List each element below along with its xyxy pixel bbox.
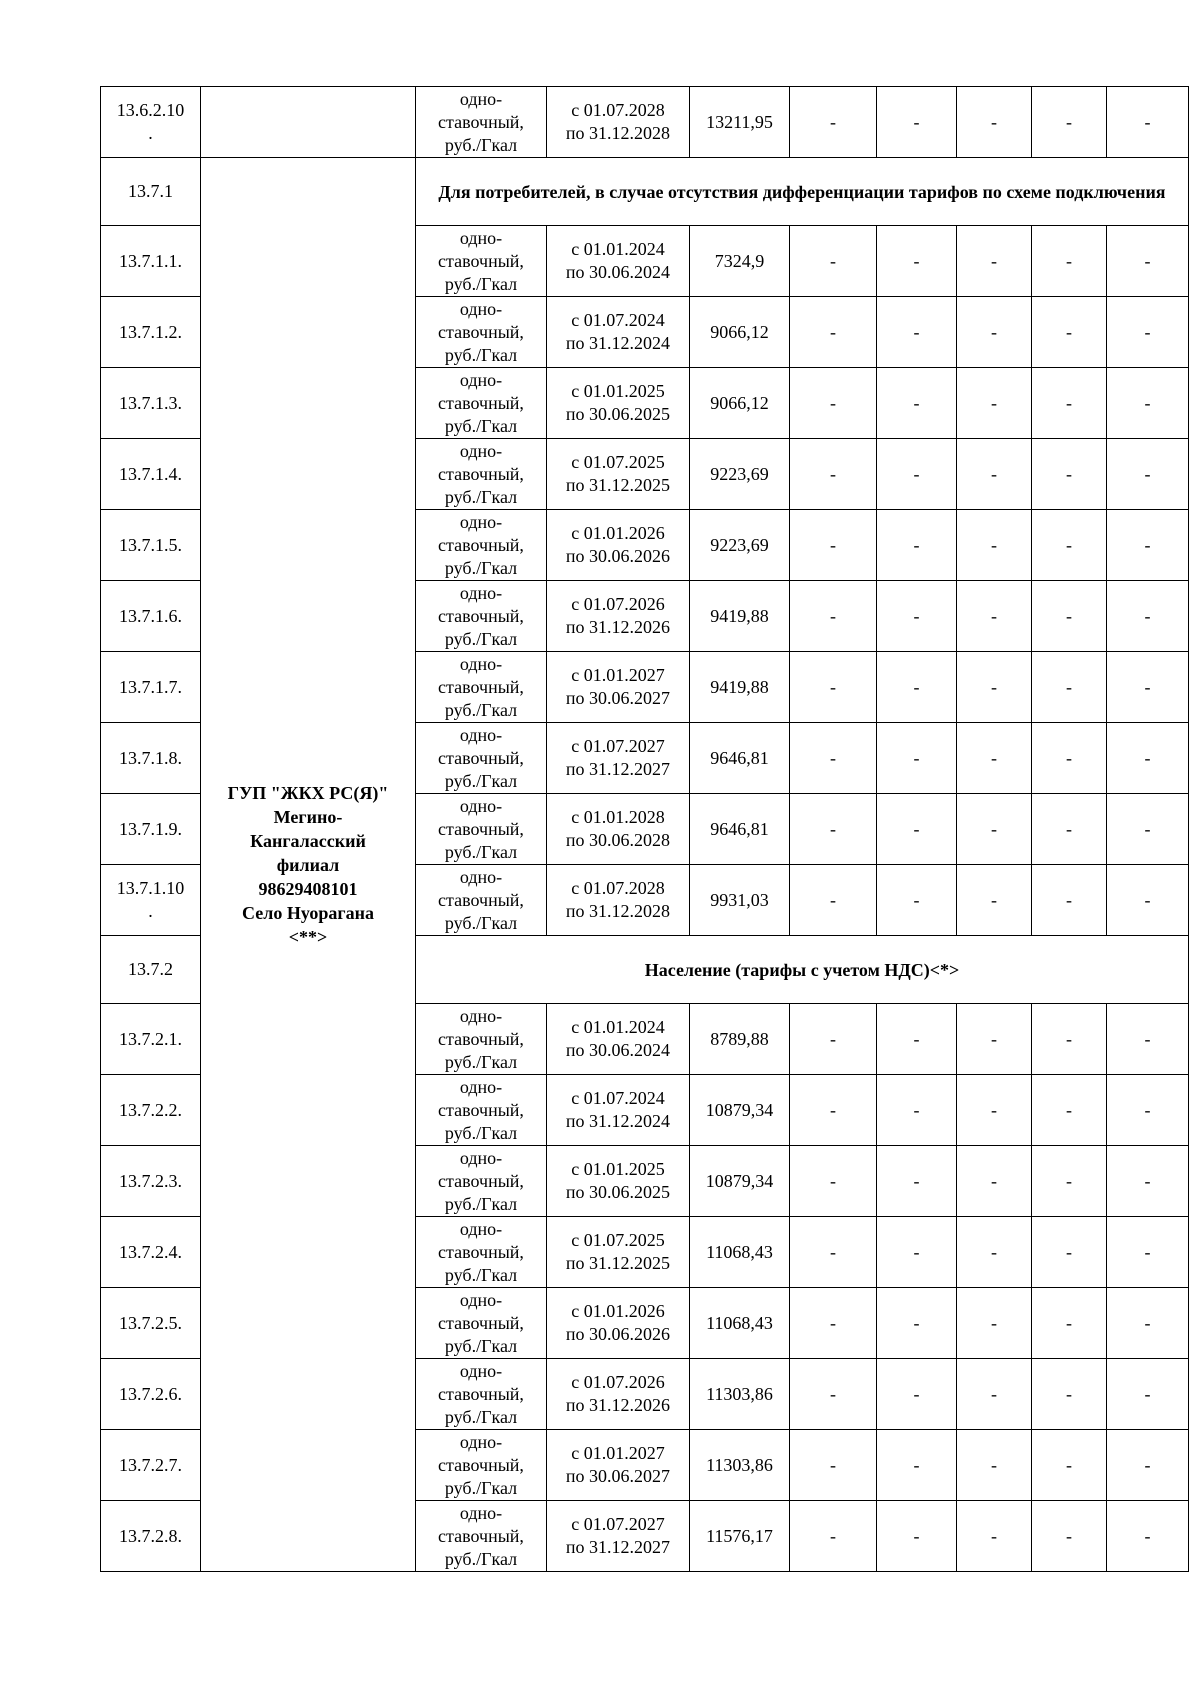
empty-value: -	[957, 1075, 1032, 1146]
empty-value: -	[1107, 1146, 1189, 1217]
rate-type: одно- ставочный, руб./Гкал	[416, 794, 547, 865]
section-code: 13.7.2	[101, 936, 201, 1004]
tariff-value: 8789,88	[690, 1004, 790, 1075]
empty-value: -	[957, 652, 1032, 723]
period: с 01.01.2025 по 30.06.2025	[547, 368, 690, 439]
row-code: 13.7.1.4.	[101, 439, 201, 510]
empty-value: -	[1107, 1359, 1189, 1430]
empty-value: -	[790, 226, 877, 297]
empty-value: -	[1107, 1004, 1189, 1075]
tariff-table-body	[101, 87, 1189, 1572]
period: с 01.07.2024 по 31.12.2024	[547, 1075, 690, 1146]
row-code: 13.7.1.7.	[101, 652, 201, 723]
empty-value: -	[877, 510, 957, 581]
empty-value: -	[877, 226, 957, 297]
empty-value: -	[957, 87, 1032, 158]
empty-value: -	[790, 1075, 877, 1146]
empty-value: -	[1032, 865, 1107, 936]
tariff-value: 13211,95	[690, 87, 790, 158]
period: с 01.07.2025 по 31.12.2025	[547, 1217, 690, 1288]
rate-type: одно- ставочный, руб./Гкал	[416, 581, 547, 652]
table-row	[101, 87, 1189, 158]
period: с 01.07.2027 по 31.12.2027	[547, 1501, 690, 1572]
rate-type: одно- ставочный, руб./Гкал	[416, 1004, 547, 1075]
empty-value: -	[790, 1430, 877, 1501]
rate-type: одно- ставочный, руб./Гкал	[416, 1217, 547, 1288]
tariff-value: 9223,69	[690, 510, 790, 581]
period: с 01.01.2028 по 30.06.2028	[547, 794, 690, 865]
row-code: 13.7.2.5.	[101, 1288, 201, 1359]
empty-value: -	[877, 1359, 957, 1430]
empty-value: -	[1107, 510, 1189, 581]
tariff-value: 10879,34	[690, 1146, 790, 1217]
rate-type: одно- ставочный, руб./Гкал	[416, 1075, 547, 1146]
rate-type: одно- ставочный, руб./Гкал	[416, 1430, 547, 1501]
empty-value: -	[1032, 87, 1107, 158]
empty-value: -	[790, 510, 877, 581]
row-code: 13.7.1.9.	[101, 794, 201, 865]
tariff-table	[100, 86, 1189, 1572]
empty-value: -	[790, 439, 877, 510]
period: с 01.07.2028 по 31.12.2028	[547, 865, 690, 936]
empty-value: -	[790, 368, 877, 439]
rate-type: одно- ставочный, руб./Гкал	[416, 1501, 547, 1572]
empty-value: -	[1032, 510, 1107, 581]
empty-value: -	[1032, 1075, 1107, 1146]
period: с 01.01.2025 по 30.06.2025	[547, 1146, 690, 1217]
tariff-value: 9419,88	[690, 581, 790, 652]
period: с 01.01.2026 по 30.06.2026	[547, 1288, 690, 1359]
tariff-value: 9931,03	[690, 865, 790, 936]
empty-value: -	[1032, 1430, 1107, 1501]
empty-value: -	[790, 652, 877, 723]
empty-value: -	[1032, 368, 1107, 439]
rate-type: одно- ставочный, руб./Гкал	[416, 1359, 547, 1430]
section-code: 13.7.1	[101, 158, 201, 226]
row-code: 13.7.1.8.	[101, 723, 201, 794]
empty-value: -	[957, 1501, 1032, 1572]
empty-value: -	[1107, 794, 1189, 865]
empty-value: -	[1032, 1359, 1107, 1430]
tariff-value: 7324,9	[690, 226, 790, 297]
period: с 01.01.2026 по 30.06.2026	[547, 510, 690, 581]
empty-value: -	[1032, 723, 1107, 794]
empty-value: -	[1107, 723, 1189, 794]
empty-value: -	[1032, 297, 1107, 368]
empty-value: -	[1032, 1217, 1107, 1288]
rate-type: одно- ставочный, руб./Гкал	[416, 439, 547, 510]
empty-value: -	[877, 87, 957, 158]
tariff-value: 9066,12	[690, 368, 790, 439]
period: с 01.01.2024 по 30.06.2024	[547, 226, 690, 297]
rate-type: одно- ставочный, руб./Гкал	[416, 297, 547, 368]
rate-type: одно- ставочный, руб./Гкал	[416, 723, 547, 794]
period: с 01.01.2024 по 30.06.2024	[547, 1004, 690, 1075]
row-code: 13.6.2.10 .	[101, 87, 201, 158]
empty-value: -	[790, 581, 877, 652]
empty-value: -	[1032, 439, 1107, 510]
tariff-value: 9646,81	[690, 794, 790, 865]
period: с 01.01.2027 по 30.06.2027	[547, 652, 690, 723]
empty-value: -	[957, 226, 1032, 297]
empty-value: -	[877, 297, 957, 368]
empty-value: -	[877, 1217, 957, 1288]
empty-value: -	[957, 581, 1032, 652]
section-title: Население (тарифы с учетом НДС)<*>	[416, 936, 1189, 1004]
tariff-value: 11303,86	[690, 1359, 790, 1430]
empty-value: -	[790, 1288, 877, 1359]
empty-value: -	[877, 723, 957, 794]
empty-value: -	[1107, 226, 1189, 297]
row-code: 13.7.2.6.	[101, 1359, 201, 1430]
empty-value: -	[877, 865, 957, 936]
tariff-value: 9066,12	[690, 297, 790, 368]
period: с 01.07.2026 по 31.12.2026	[547, 1359, 690, 1430]
empty-value: -	[957, 1146, 1032, 1217]
empty-value: -	[790, 794, 877, 865]
empty-value: -	[1107, 1288, 1189, 1359]
empty-value: -	[1107, 368, 1189, 439]
empty-value: -	[1107, 865, 1189, 936]
tariff-value: 9646,81	[690, 723, 790, 794]
empty-value: -	[1032, 1501, 1107, 1572]
empty-value: -	[877, 439, 957, 510]
section-header-row	[101, 158, 1189, 226]
empty-value: -	[957, 439, 1032, 510]
empty-value: -	[1032, 1004, 1107, 1075]
row-code: 13.7.1.5.	[101, 510, 201, 581]
rate-type: одно- ставочный, руб./Гкал	[416, 510, 547, 581]
empty-value: -	[877, 1501, 957, 1572]
empty-value: -	[1032, 1288, 1107, 1359]
empty-value: -	[790, 865, 877, 936]
empty-value: -	[790, 297, 877, 368]
empty-value: -	[1032, 794, 1107, 865]
empty-value: -	[1032, 226, 1107, 297]
empty-value: -	[1107, 581, 1189, 652]
row-code: 13.7.1.2.	[101, 297, 201, 368]
period: с 01.07.2025 по 31.12.2025	[547, 439, 690, 510]
row-code: 13.7.1.3.	[101, 368, 201, 439]
row-code: 13.7.1.1.	[101, 226, 201, 297]
section-title: Для потребителей, в случае отсутствия дифференциации тарифов по схеме подключения	[416, 158, 1189, 226]
period: с 01.01.2027 по 30.06.2027	[547, 1430, 690, 1501]
empty-value: -	[1107, 297, 1189, 368]
empty-value: -	[957, 1430, 1032, 1501]
rate-type: одно- ставочный, руб./Гкал	[416, 1146, 547, 1217]
empty-value: -	[877, 1288, 957, 1359]
row-code: 13.7.2.7.	[101, 1430, 201, 1501]
rate-type: одно- ставочный, руб./Гкал	[416, 87, 547, 158]
empty-value: -	[957, 1288, 1032, 1359]
empty-value: -	[957, 297, 1032, 368]
empty-value: -	[957, 368, 1032, 439]
empty-value: -	[1107, 439, 1189, 510]
empty-value: -	[790, 1004, 877, 1075]
empty-value: -	[957, 1217, 1032, 1288]
empty-value: -	[877, 652, 957, 723]
period: с 01.07.2028 по 31.12.2028	[547, 87, 690, 158]
empty-value: -	[957, 865, 1032, 936]
empty-value: -	[877, 581, 957, 652]
empty-value: -	[877, 368, 957, 439]
empty-value: -	[877, 1146, 957, 1217]
empty-value: -	[877, 1004, 957, 1075]
row-code: 13.7.2.8.	[101, 1501, 201, 1572]
empty-value: -	[957, 1004, 1032, 1075]
row-code: 13.7.2.4.	[101, 1217, 201, 1288]
empty-value: -	[790, 723, 877, 794]
empty-value: -	[877, 1430, 957, 1501]
empty-value: -	[790, 1359, 877, 1430]
tariff-value: 11303,86	[690, 1430, 790, 1501]
empty-value: -	[790, 1217, 877, 1288]
row-code: 13.7.1.6.	[101, 581, 201, 652]
row-code: 13.7.2.3.	[101, 1146, 201, 1217]
rate-type: одно- ставочный, руб./Гкал	[416, 368, 547, 439]
tariff-value: 11068,43	[690, 1288, 790, 1359]
row-code: 13.7.2.2.	[101, 1075, 201, 1146]
period: с 01.07.2026 по 31.12.2026	[547, 581, 690, 652]
empty-value: -	[790, 1501, 877, 1572]
row-code: 13.7.2.1.	[101, 1004, 201, 1075]
period: с 01.07.2024 по 31.12.2024	[547, 297, 690, 368]
empty-value: -	[1107, 652, 1189, 723]
empty-value: -	[957, 1359, 1032, 1430]
empty-value: -	[957, 510, 1032, 581]
tariff-value: 11068,43	[690, 1217, 790, 1288]
empty-value: -	[1107, 1430, 1189, 1501]
tariff-value: 10879,34	[690, 1075, 790, 1146]
empty-value: -	[877, 1075, 957, 1146]
empty-value: -	[1107, 1501, 1189, 1572]
empty-value: -	[1107, 1075, 1189, 1146]
empty-value: -	[1032, 1146, 1107, 1217]
tariff-value: 9419,88	[690, 652, 790, 723]
empty-value: -	[790, 1146, 877, 1217]
empty-value: -	[957, 723, 1032, 794]
empty-value: -	[790, 87, 877, 158]
rate-type: одно- ставочный, руб./Гкал	[416, 1288, 547, 1359]
empty-value: -	[877, 794, 957, 865]
tariff-value: 9223,69	[690, 439, 790, 510]
empty-value: -	[1107, 87, 1189, 158]
empty-value: -	[1032, 581, 1107, 652]
organization-cell-previous	[201, 87, 416, 158]
tariff-value: 11576,17	[690, 1501, 790, 1572]
organization-name: ГУП "ЖКХ РС(Я)" Мегино- Кангаласский филиал 98629408101 Село Нуорагана <**>	[201, 158, 416, 1572]
rate-type: одно- ставочный, руб./Гкал	[416, 865, 547, 936]
empty-value: -	[1032, 652, 1107, 723]
period: с 01.07.2027 по 31.12.2027	[547, 723, 690, 794]
rate-type: одно- ставочный, руб./Гкал	[416, 652, 547, 723]
empty-value: -	[1107, 1217, 1189, 1288]
row-code: 13.7.1.10 .	[101, 865, 201, 936]
rate-type: одно- ставочный, руб./Гкал	[416, 226, 547, 297]
empty-value: -	[957, 794, 1032, 865]
